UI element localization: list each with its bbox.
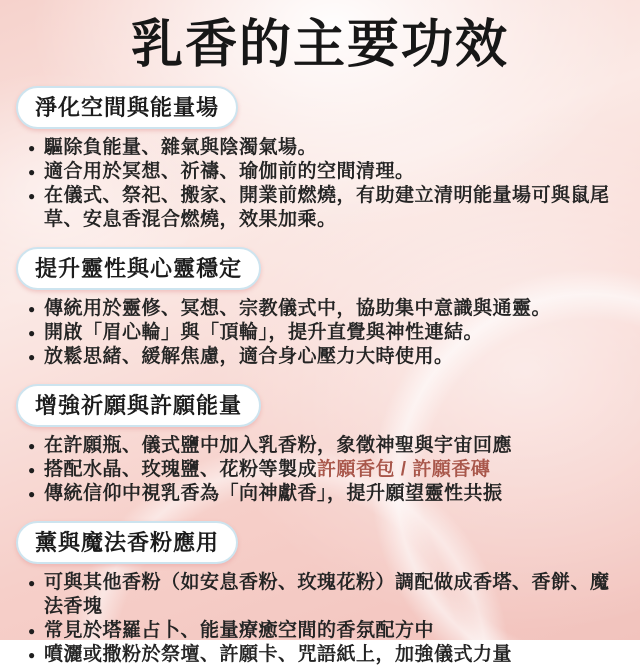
bullet-list xyxy=(28,571,624,667)
section-incense-magic-powder xyxy=(16,521,624,667)
bullet-list xyxy=(28,136,624,232)
list-item xyxy=(28,458,624,482)
bullet-icon: ● xyxy=(28,349,36,364)
list-item xyxy=(28,643,624,667)
list-item xyxy=(28,345,624,369)
bullet-text: 傳統信仰中視乳香為「向神獻香」，提升願望靈性共振 xyxy=(44,482,503,504)
section-wish-energy xyxy=(16,384,624,506)
bullet-text-accent: 許願香包 / 許願香磚 xyxy=(317,458,491,480)
section-header-pill: 薰與魔法香粉應用 xyxy=(16,521,238,564)
bullet-icon: ● xyxy=(28,623,36,638)
section-purify-space xyxy=(16,86,624,232)
section-header-pill: 提升靈性與心靈穩定 xyxy=(16,247,261,290)
list-item xyxy=(28,297,624,321)
bullet-icon: ● xyxy=(28,647,36,662)
bullet-text: 在許願瓶、儀式鹽中加入乳香粉，象徵神聖與宇宙回應 xyxy=(44,434,513,456)
bullet-text: 常見於塔羅占卜、能量療癒空間的香氛配方中 xyxy=(44,619,435,641)
bullet-list xyxy=(28,297,624,369)
list-item xyxy=(28,136,624,160)
bullet-text: 開啟「眉心輪」與「頂輪」，提升直覺與神性連結。 xyxy=(44,321,484,343)
bullet-icon: ● xyxy=(28,462,36,477)
section-header-pill: 淨化空間與能量場 xyxy=(16,86,238,129)
list-item xyxy=(28,321,624,345)
bullet-icon: ● xyxy=(28,575,36,590)
list-item xyxy=(28,619,624,643)
section-spirituality xyxy=(16,247,624,369)
bullet-text: 適合用於冥想、祈禱、瑜伽前的空間清理。 xyxy=(44,160,415,182)
bullet-text: 驅除負能量、雜氣與陰濁氣場。 xyxy=(44,136,318,158)
list-item xyxy=(28,434,624,458)
bullet-list xyxy=(28,434,624,506)
bullet-text: 放鬆思緒、緩解焦慮，適合身心壓力大時使用。 xyxy=(44,345,454,367)
section-header-pill: 增強祈願與許願能量 xyxy=(16,384,261,427)
bullet-icon: ● xyxy=(28,438,36,453)
bullet-icon: ● xyxy=(28,140,36,155)
bullet-text: 在儀式、祭祀、搬家、開業前燃燒，有助建立清明能量場可與鼠尾草、安息香混合燃燒，效果加乘。 xyxy=(44,184,610,230)
list-item xyxy=(28,184,624,232)
bullet-text: 可與其他香粉（如安息香粉、玫瑰花粉）調配做成香塔、香餅、魔法香塊 xyxy=(44,571,610,617)
bullet-text-plain: 搭配水晶、玫瑰鹽、花粉等製成 xyxy=(44,458,318,480)
list-item xyxy=(28,571,624,619)
page-title: 乳香的主要功效 xyxy=(130,17,509,74)
bullet-text xyxy=(44,458,624,482)
bullet-icon: ● xyxy=(28,486,36,501)
bullet-icon: ● xyxy=(28,325,36,340)
bullet-icon: ● xyxy=(28,164,36,179)
bullet-icon: ● xyxy=(28,188,36,203)
bullet-text: 傳統用於靈修、冥想、宗教儀式中，協助集中意識與通靈。 xyxy=(44,297,552,319)
bullet-icon: ● xyxy=(28,301,36,316)
list-item xyxy=(28,160,624,184)
list-item xyxy=(28,482,624,506)
bullet-text: 噴灑或撒粉於祭壇、許願卡、咒語紙上，加強儀式力量 xyxy=(44,643,513,665)
